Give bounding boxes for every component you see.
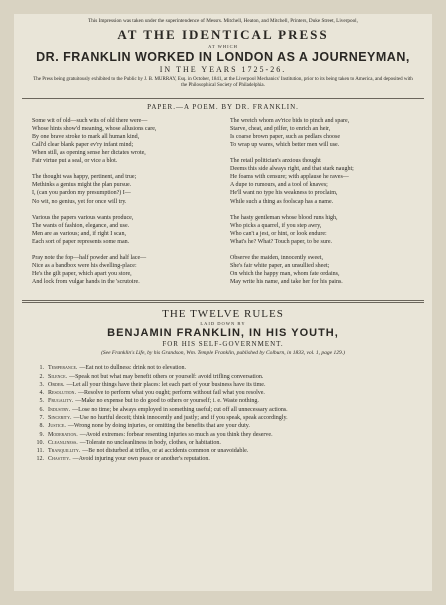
poem-line: Men are as various; and, if right I scan, — [32, 230, 126, 237]
rule-item — [32, 406, 414, 414]
poem-line: Methinks a genius might the plan pursue. — [32, 182, 132, 189]
poem-line: While such a thing as foolscap has a name. — [230, 198, 334, 205]
rule-item — [32, 414, 414, 422]
rule-name: Justice. — [48, 423, 66, 430]
rules-title: THE TWELVE RULES — [162, 308, 284, 321]
poem-stanza — [230, 117, 414, 149]
rule-number: 3. — [39, 381, 44, 388]
poem-line: He's the gilt paper, which apart you store, — [32, 271, 132, 278]
rule-text: —Resolve to perform what you ought; perform without fail what you resolve. — [77, 390, 265, 397]
poem-stanza — [32, 214, 216, 246]
laid-down-label: LAID DOWN BY — [200, 321, 246, 327]
rule-name: Order. — [48, 381, 65, 388]
poem-line: Various the papers various wants produce, — [32, 214, 134, 221]
rule-text: —Make no expense but to do good to others or yourself; i. e. Waste nothing. — [75, 398, 259, 405]
rule-number: 1. — [39, 365, 44, 372]
main-title: AT THE IDENTICAL PRESS — [117, 27, 329, 43]
poem-line: The hasty gentleman whose blood runs high, — [230, 214, 338, 221]
poem-stanza — [230, 254, 414, 286]
poem-line: Observe the maiden, innocently sweet, — [230, 255, 323, 262]
poem-body — [22, 117, 424, 295]
rule-name: Tranquillity. — [48, 448, 81, 455]
poem-stanza — [32, 254, 216, 286]
rule-number: 8. — [39, 423, 44, 430]
rule-text: —Tolerate no uncleanliness in body, clothes, or habitation. — [79, 439, 221, 446]
rule-text: —Wrong none by doing injuries, or omitting the benefits that are your duty. — [67, 423, 250, 430]
section-divider — [22, 300, 424, 303]
rule-number: 12. — [36, 456, 44, 463]
rule-number: 4. — [39, 390, 44, 397]
rule-item — [32, 364, 414, 372]
rules-list — [22, 364, 424, 463]
rule-text: —Use no hurtful deceit; think innocently and justly; and if you speak, speak accordingly. — [73, 415, 288, 422]
rule-number: 7. — [39, 415, 44, 422]
poem-line: By one brave stroke to mark all human kind, — [32, 133, 140, 140]
poem-line: He foams with censure; with applause he raves— — [230, 174, 349, 181]
poem-left-column — [32, 117, 216, 295]
poem-line: Starve, cheat, and pilfer, to enrich an heir, — [230, 125, 331, 132]
rule-name: Temperance. — [48, 365, 78, 372]
poem-line: To wrap up wares, which better men will use. — [230, 142, 340, 149]
rule-item — [32, 373, 414, 381]
rule-name: Cleanliness. — [48, 439, 78, 446]
rule-number: 9. — [39, 431, 44, 438]
poem-line: The wants of fashion, elegance, and use. — [32, 222, 130, 229]
rules-author: BENJAMIN FRANKLIN, IN HIS YOUTH, — [107, 327, 339, 340]
exhibition-note: The Press being gratuitously exhibited to the Public by J. B. MURRAY, Esq. in October, 1841, at the Liverpool Mechanics' Institution, prior to its being taken to America, and deposited with the Philosophical Society of Philadelphia. — [33, 77, 413, 89]
poem-line: Is coarse brown paper, such as pedlars choose — [230, 133, 341, 140]
poem-line: Pray note the fop—half powder and half lace— — [32, 255, 147, 262]
poem-line: What's he? What? Touch paper, to be sure. — [230, 238, 332, 245]
poem-right-column — [230, 117, 414, 295]
years-line: IN THE YEARS 1725-26. — [159, 65, 287, 75]
poem-line: He'll want no type his weakness to proclaim, — [230, 190, 338, 197]
rule-name: Resolution. — [48, 390, 76, 397]
rule-text: —Avoid extremes: forbear resenting injuries so much as you think they deserve. — [79, 431, 273, 438]
rule-item — [32, 422, 414, 430]
poem-line: A dupe to rumours, and a tool of knaves; — [230, 182, 328, 189]
rule-number: 10. — [36, 439, 44, 446]
poem-line: On which the happy man, whom fate ordains, — [230, 271, 340, 278]
printer-notice: This Impression was taken under the superintendence of Messrs. Mitchell, Heaton, and Mitchell, Printers, Duke Street, Liverpool, — [88, 18, 358, 24]
subtitle: DR. FRANKLIN WORKED IN LONDON AS A JOURNEYMAN, — [36, 50, 410, 65]
poem-stanza — [32, 117, 216, 166]
poem-line: Each sort of paper represents some man. — [32, 238, 130, 245]
rule-name: Frugality. — [48, 398, 74, 405]
rules-purpose: FOR HIS SELF-GOVERNMENT. — [162, 340, 284, 349]
poem-stanza — [32, 173, 216, 205]
rule-item — [32, 381, 414, 389]
poem-line: The thought was happy, pertinent, and true; — [32, 174, 137, 181]
poem-line: Some wit of old—such wits of old there were— — [32, 117, 148, 124]
rule-number: 5. — [39, 398, 44, 405]
poem-title: PAPER.—A POEM. BY DR. FRANKLIN. — [147, 102, 299, 111]
rule-name: Silence. — [48, 373, 68, 380]
poem-line: She's fair white paper, an unsullied sheet; — [230, 263, 330, 270]
poem-line: And lock from vulgar hands in the 'scrutoire. — [32, 279, 140, 286]
rule-name: Sincerity. — [48, 415, 72, 422]
rule-text: —Be not disturbed at trifles, or at accidents common or unavoidable. — [82, 448, 249, 455]
poem-line: Whose hints show'd meaning, whose allusions care, — [32, 125, 157, 132]
poem-line: The retail politician's anxious thought — [230, 158, 321, 165]
rule-text: —Eat not to dullness: drink not to elevation. — [79, 365, 187, 372]
poem-line: Deems this side always right, and that stark naught; — [230, 166, 354, 173]
poem-line: Nice as a bandbox were his dwelling-place: — [32, 263, 137, 270]
rules-citation: (See Franklin's Life, by his Grandson, Wm. Temple Franklin, published by Colburn, in 1833, vol. 1, page 129.) — [101, 350, 345, 357]
rule-number: 11. — [36, 448, 44, 455]
poem-line: I, (can you pardon my presumption?) I— — [32, 190, 131, 197]
divider — [22, 98, 424, 99]
rule-text: —Let all your things have their places: let each part of your business have its time. — [66, 381, 266, 388]
poem-line: The wretch whom av'rice bids to pinch and spare, — [230, 117, 350, 124]
rule-item — [32, 431, 414, 439]
rule-number: 6. — [39, 406, 44, 413]
rule-name: Industry. — [48, 406, 71, 413]
rule-name: Moderation. — [48, 431, 78, 438]
rule-item — [32, 389, 414, 397]
poem-line: When still, as opening sense her dictates wrote, — [32, 150, 146, 157]
rule-name: Chastity. — [48, 456, 71, 463]
rule-number: 2. — [39, 373, 44, 380]
poem-stanza — [230, 157, 414, 206]
poem-line: Who picks a quarrel, if you step awry, — [230, 222, 322, 229]
document-sheet — [14, 14, 432, 591]
poem-line: Fair virtue put a seal, or vice a blot. — [32, 158, 118, 165]
poem-line: Who can't a jest, or hint, or look endure: — [230, 230, 327, 237]
at-which-label: AT WHICH — [208, 44, 238, 50]
poem-line: May write his name, and take her for his pains. — [230, 279, 343, 286]
rule-item — [32, 397, 414, 405]
rule-text: —Lose no time; be always employed in something useful; cut off all unnecessary actions. — [72, 406, 288, 413]
rule-text: —Speak not but what may benefit others or yourself: avoid trifling conversation. — [69, 373, 264, 380]
poem-stanza — [230, 214, 414, 246]
rule-item — [32, 455, 414, 463]
poem-line: No wit, no genius, yet for once will try. — [32, 198, 127, 205]
rule-text: —Avoid injuring your own peace or another's reputation. — [72, 456, 210, 463]
rule-item — [32, 447, 414, 455]
rule-item — [32, 439, 414, 447]
poem-line: Call'd clear blank paper ev'ry infant mind; — [32, 142, 134, 149]
